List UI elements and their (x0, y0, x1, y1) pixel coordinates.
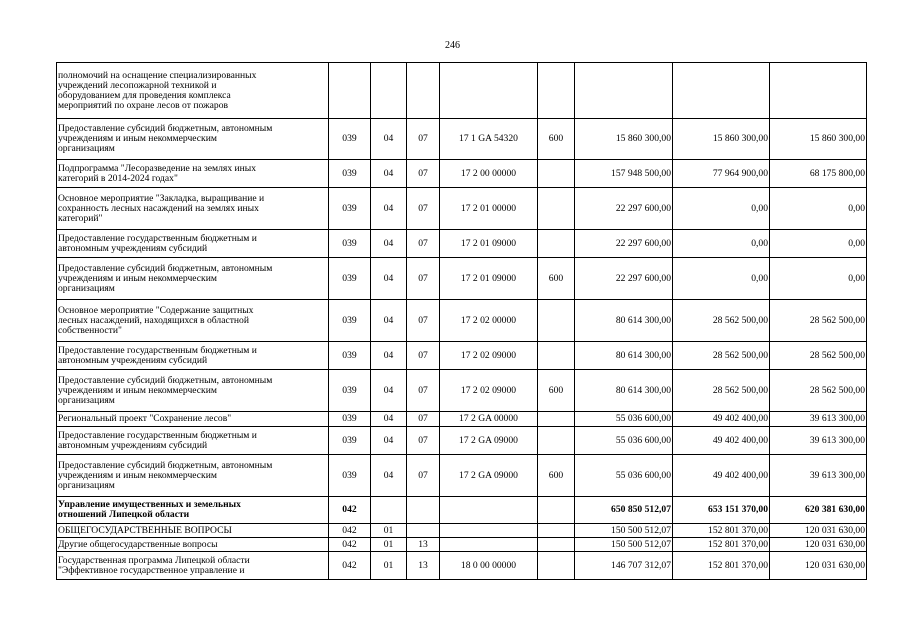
amount-year2-cell: 28 562 500,00 (673, 342, 770, 370)
section-cell: 01 (371, 552, 407, 580)
subsection-cell: 07 (407, 412, 440, 427)
item-name-line: сохранность лесных насаждений на землях иных (58, 202, 259, 214)
amount-year2-cell: 152 801 370,00 (673, 552, 770, 580)
item-name-line: организациям (58, 394, 115, 406)
expense-type-cell: 600 (538, 119, 575, 160)
amount-year3-cell: 68 175 800,00 (770, 160, 867, 188)
admin-code-cell: 039 (329, 455, 371, 497)
amount-year2-cell: 28 562 500,00 (673, 300, 770, 342)
item-name-line: лесных насаждений, находящихся в областной (58, 314, 249, 326)
amount-year2-cell: 653 151 370,00 (673, 497, 770, 524)
subsection-cell (407, 497, 440, 524)
item-name-line: Основное мероприятие "Закладка, выращивание и (58, 192, 265, 204)
item-name-cell (57, 538, 329, 552)
target-article-cell: 17 2 02 09000 (440, 342, 538, 370)
amount-year3-cell: 28 562 500,00 (770, 300, 867, 342)
item-name-line: оборудованием для проведения комплекса (58, 89, 231, 101)
amount-year2-cell: 15 860 300,00 (673, 119, 770, 160)
table-row (57, 188, 867, 230)
item-name-line: Предоставление государственным бюджетным и (58, 232, 257, 244)
admin-code-cell: 039 (329, 119, 371, 160)
table-row (57, 412, 867, 427)
section-cell: 04 (371, 427, 407, 455)
section-cell: 04 (371, 370, 407, 412)
section-cell: 04 (371, 342, 407, 370)
item-name-line: Предоставление государственным бюджетным и (58, 344, 257, 356)
admin-code-cell: 042 (329, 538, 371, 552)
expense-type-cell (538, 230, 575, 258)
amount-year2-cell: 152 801 370,00 (673, 538, 770, 552)
section-cell: 01 (371, 538, 407, 552)
section-cell: 04 (371, 160, 407, 188)
expense-type-cell (538, 524, 575, 538)
subsection-cell: 07 (407, 370, 440, 412)
amount-year3-cell: 28 562 500,00 (770, 370, 867, 412)
amount-year2-cell (673, 63, 770, 119)
item-name-line: Управление имущественных и земельных (58, 499, 241, 510)
table-row (57, 342, 867, 370)
target-article-cell: 17 2 GA 09000 (440, 427, 538, 455)
item-name-line: категорий" (58, 212, 103, 224)
table-row (57, 160, 867, 188)
amount-year3-cell: 39 613 300,00 (770, 427, 867, 455)
target-article-cell (440, 63, 538, 119)
target-article-cell: 18 0 00 00000 (440, 552, 538, 580)
amount-year2-cell: 0,00 (673, 188, 770, 230)
item-name-line: Предоставление государственным бюджетным и (58, 429, 257, 441)
item-name-line: Основное мероприятие "Содержание защитных (58, 304, 254, 316)
admin-code-cell: 042 (329, 497, 371, 524)
expense-type-cell (538, 188, 575, 230)
table-row (57, 370, 867, 412)
item-name-line: Предоставление субсидий бюджетным, автономным (58, 123, 273, 134)
item-name-line: учреждений лесопожарной техникой и (58, 79, 217, 91)
subsection-cell: 07 (407, 427, 440, 455)
item-name-cell (57, 230, 329, 258)
item-name-line: мероприятий по охране лесов от пожаров (58, 99, 229, 111)
item-name-line: учреждениям и иным некоммерческим (58, 469, 217, 481)
amount-year1-cell: 80 614 300,00 (575, 300, 673, 342)
subsection-cell: 07 (407, 455, 440, 497)
item-name-line: ОБЩЕГОСУДАРСТВЕННЫЕ ВОПРОСЫ (58, 524, 232, 536)
table-row (57, 300, 867, 342)
item-name-line: автономным учреждениям субсидий (58, 242, 208, 254)
table-row (57, 63, 867, 119)
admin-code-cell: 039 (329, 188, 371, 230)
amount-year3-cell: 15 860 300,00 (770, 119, 867, 160)
item-name-line: собственности" (58, 324, 122, 336)
item-name-line: полномочий на оснащение специализированных (58, 69, 257, 81)
budget-table (56, 62, 867, 580)
item-name-line: Предоставление субсидий бюджетным, автономным (58, 459, 273, 471)
target-article-cell (440, 497, 538, 524)
target-article-cell: 17 2 GA 09000 (440, 455, 538, 497)
subsection-cell: 07 (407, 230, 440, 258)
item-name-line: автономным учреждениям субсидий (58, 439, 208, 451)
amount-year3-cell: 39 613 300,00 (770, 412, 867, 427)
subsection-cell: 07 (407, 300, 440, 342)
amount-year2-cell: 77 964 900,00 (673, 160, 770, 188)
subsection-cell (407, 524, 440, 538)
subsection-cell (407, 63, 440, 119)
amount-year3-cell: 120 031 630,00 (770, 538, 867, 552)
item-name-line: учреждениям и иным некоммерческим (58, 272, 217, 284)
item-name-line: "Эффективное государственное управление и (58, 564, 245, 576)
item-name-line: Другие общегосударственные вопросы (58, 538, 218, 550)
item-name-line: организациям (58, 479, 115, 491)
expense-type-cell: 600 (538, 455, 575, 497)
target-article-cell: 17 2 02 09000 (440, 370, 538, 412)
expense-type-cell (538, 497, 575, 524)
expense-type-cell (538, 342, 575, 370)
amount-year1-cell (575, 63, 673, 119)
section-cell: 01 (371, 524, 407, 538)
amount-year3-cell: 39 613 300,00 (770, 455, 867, 497)
subsection-cell: 07 (407, 258, 440, 300)
subsection-cell: 07 (407, 342, 440, 370)
item-name-line: автономным учреждениям субсидий (58, 354, 208, 366)
table-row (57, 258, 867, 300)
item-name-line: Региональный проект "Сохранение лесов" (58, 413, 232, 424)
amount-year1-cell: 146 707 312,07 (575, 552, 673, 580)
admin-code-cell: 039 (329, 230, 371, 258)
section-cell: 04 (371, 412, 407, 427)
item-name-line: Подпрограмма "Лесоразведение на землях иных (58, 162, 257, 174)
admin-code-cell: 039 (329, 427, 371, 455)
amount-year3-cell: 28 562 500,00 (770, 342, 867, 370)
target-article-cell: 17 2 01 09000 (440, 230, 538, 258)
item-name-cell (57, 119, 329, 160)
table-row (57, 552, 867, 580)
table-row (57, 455, 867, 497)
target-article-cell: 17 2 00 00000 (440, 160, 538, 188)
admin-code-cell: 039 (329, 258, 371, 300)
item-name-cell (57, 188, 329, 230)
target-article-cell (440, 538, 538, 552)
section-cell: 04 (371, 188, 407, 230)
expense-type-cell (538, 63, 575, 119)
amount-year1-cell: 15 860 300,00 (575, 119, 673, 160)
item-name-line: Государственная программа Липецкой области (58, 554, 250, 566)
amount-year1-cell: 22 297 600,00 (575, 230, 673, 258)
item-name-line: учреждениям и иным некоммерческим (58, 133, 217, 144)
target-article-cell: 17 2 GA 00000 (440, 412, 538, 427)
admin-code-cell: 039 (329, 300, 371, 342)
item-name-cell (57, 497, 329, 524)
amount-year3-cell: 0,00 (770, 188, 867, 230)
item-name-cell (57, 552, 329, 580)
section-cell: 04 (371, 230, 407, 258)
amount-year3-cell: 120 031 630,00 (770, 552, 867, 580)
amount-year1-cell: 80 614 300,00 (575, 370, 673, 412)
item-name-cell (57, 258, 329, 300)
amount-year1-cell: 55 036 600,00 (575, 427, 673, 455)
section-cell: 04 (371, 119, 407, 160)
item-name-line: Предоставление субсидий бюджетным, автономным (58, 374, 273, 386)
item-name-line: отношений Липецкой области (58, 509, 190, 520)
expense-type-cell (538, 552, 575, 580)
amount-year1-cell: 150 500 512,07 (575, 524, 673, 538)
item-name-line: Предоставление субсидий бюджетным, автономным (58, 262, 273, 274)
admin-code-cell: 039 (329, 370, 371, 412)
expense-type-cell (538, 412, 575, 427)
item-name-line: категорий в 2014-2024 годах" (58, 172, 178, 184)
item-name-cell (57, 412, 329, 427)
amount-year2-cell: 49 402 400,00 (673, 427, 770, 455)
section-cell: 04 (371, 455, 407, 497)
amount-year2-cell: 0,00 (673, 258, 770, 300)
amount-year3-cell (770, 63, 867, 119)
amount-year3-cell: 620 381 630,00 (770, 497, 867, 524)
item-name-cell (57, 342, 329, 370)
amount-year2-cell: 49 402 400,00 (673, 412, 770, 427)
item-name-cell (57, 160, 329, 188)
subsection-cell: 07 (407, 188, 440, 230)
item-name-line: организациям (58, 282, 115, 294)
table-row (57, 119, 867, 160)
admin-code-cell: 042 (329, 524, 371, 538)
amount-year2-cell: 28 562 500,00 (673, 370, 770, 412)
table-row (57, 538, 867, 552)
amount-year1-cell: 55 036 600,00 (575, 455, 673, 497)
admin-code-cell: 039 (329, 412, 371, 427)
item-name-cell (57, 455, 329, 497)
table-row (57, 230, 867, 258)
item-name-cell (57, 524, 329, 538)
expense-type-cell (538, 427, 575, 455)
item-name-line: организациям (58, 143, 115, 154)
page-number: 246 (445, 40, 460, 51)
amount-year2-cell: 49 402 400,00 (673, 455, 770, 497)
table-row (57, 427, 867, 455)
section-cell (371, 63, 407, 119)
subsection-cell: 13 (407, 538, 440, 552)
section-cell (371, 497, 407, 524)
amount-year1-cell: 22 297 600,00 (575, 188, 673, 230)
subsection-cell: 13 (407, 552, 440, 580)
item-name-cell (57, 427, 329, 455)
target-article-cell: 17 1 GA 54320 (440, 119, 538, 160)
amount-year1-cell: 150 500 512,07 (575, 538, 673, 552)
expense-type-cell (538, 160, 575, 188)
subsection-cell: 07 (407, 119, 440, 160)
admin-code-cell: 039 (329, 160, 371, 188)
admin-code-cell: 039 (329, 342, 371, 370)
amount-year3-cell: 0,00 (770, 258, 867, 300)
amount-year1-cell: 157 948 500,00 (575, 160, 673, 188)
target-article-cell: 17 2 01 00000 (440, 188, 538, 230)
item-name-cell (57, 63, 329, 119)
amount-year1-cell: 650 850 512,07 (575, 497, 673, 524)
table-row (57, 524, 867, 538)
amount-year1-cell: 22 297 600,00 (575, 258, 673, 300)
expense-type-cell (538, 538, 575, 552)
expense-type-cell: 600 (538, 258, 575, 300)
expense-type-cell (538, 300, 575, 342)
admin-code-cell (329, 63, 371, 119)
item-name-cell (57, 370, 329, 412)
amount-year3-cell: 0,00 (770, 230, 867, 258)
target-article-cell: 17 2 02 00000 (440, 300, 538, 342)
item-name-line: учреждениям и иным некоммерческим (58, 384, 217, 396)
section-cell: 04 (371, 258, 407, 300)
target-article-cell (440, 524, 538, 538)
amount-year2-cell: 0,00 (673, 230, 770, 258)
section-cell: 04 (371, 300, 407, 342)
item-name-cell (57, 300, 329, 342)
amount-year3-cell: 120 031 630,00 (770, 524, 867, 538)
expense-type-cell: 600 (538, 370, 575, 412)
amount-year1-cell: 80 614 300,00 (575, 342, 673, 370)
target-article-cell: 17 2 01 09000 (440, 258, 538, 300)
admin-code-cell: 042 (329, 552, 371, 580)
subsection-cell: 07 (407, 160, 440, 188)
table-row (57, 497, 867, 524)
amount-year2-cell: 152 801 370,00 (673, 524, 770, 538)
amount-year1-cell: 55 036 600,00 (575, 412, 673, 427)
